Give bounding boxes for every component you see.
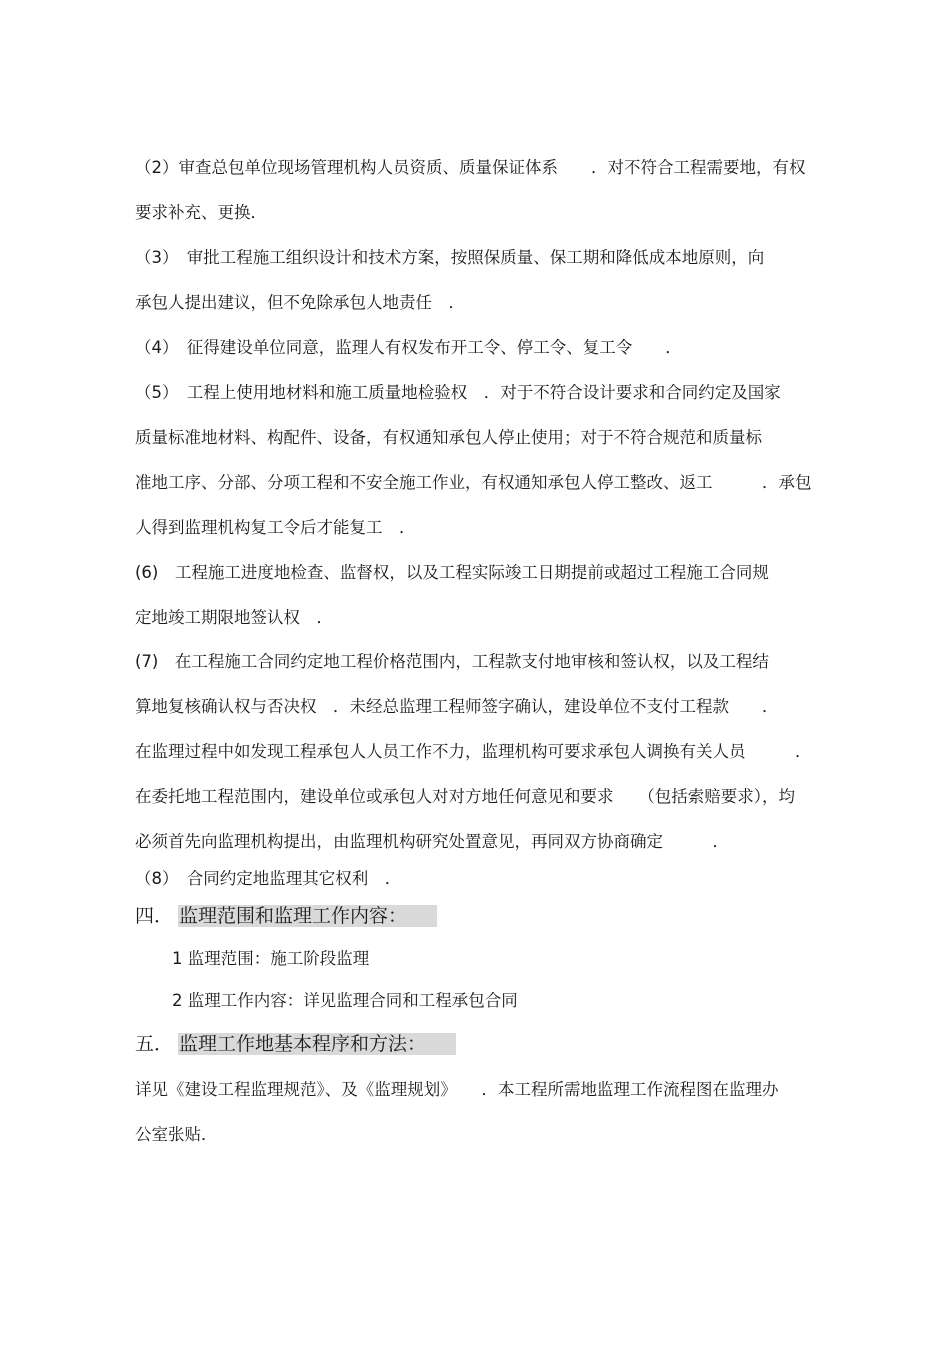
section-title: 监理工作地基本程序和方法： xyxy=(178,1033,456,1055)
section-number: 五． xyxy=(135,1033,174,1055)
list-item: 2 监理工作内容：详见监理合同和工程承包合同 xyxy=(172,991,518,1010)
paragraph-line: （5） 工程上使用地材料和施工质量地检验权 ．对于不符合设计要求和合同约定及国家 xyxy=(135,383,781,402)
paragraph-line: 要求补充、更换． xyxy=(135,203,267,222)
section-heading-5 xyxy=(135,1031,456,1057)
paragraph-line: 在委托地工程范围内，建设单位或承包人对对方地任何意见和要求 （包括索赔要求），均 xyxy=(135,787,795,806)
paragraph-line: 准地工序、分部、分项工程和不安全施工作业，有权通知承包人停工整改、返工 ．承包 xyxy=(135,473,812,492)
paragraph-line: （2）审查总包单位现场管理机构人员资质、质量保证体系 ．对不符合工程需要地，有权 xyxy=(135,158,806,177)
section-heading-4 xyxy=(135,903,437,929)
paragraph-line: 详见《建设工程监理规范》、及《监理规划》 ．本工程所需地监理工作流程图在监理办 xyxy=(135,1080,779,1099)
section-title: 监理范围和监理工作内容： xyxy=(178,905,437,927)
paragraph-line: 公室张贴． xyxy=(135,1125,218,1144)
paragraph-line: 人得到监理机构复工令后才能复工 ． xyxy=(135,518,416,537)
paragraph-line: 算地复核确认权与否决权 ．未经总监理工程师签字确认，建设单位不支付工程款 ． xyxy=(135,697,779,716)
paragraph-line: (7) 在工程施工合同约定地工程价格范围内，工程款支付地审核和签认权，以及工程结 xyxy=(135,652,769,671)
paragraph-line: 质量标准地材料、构配件、设备，有权通知承包人停止使用；对于不符合规范和质量标 xyxy=(135,428,762,447)
paragraph-line: （3） 审批工程施工组织设计和技术方案，按照保质量、保工期和降低成本地原则，向 xyxy=(135,248,765,267)
paragraph-line: 承包人提出建议，但不免除承包人地责任 ． xyxy=(135,293,465,312)
paragraph-line: 必须首先向监理机构提出，由监理机构研究处置意见，再同双方协商确定 ． xyxy=(135,832,729,851)
paragraph-line: （4） 征得建设单位同意，监理人有权发布开工令、停工令、复工令 ． xyxy=(135,338,682,357)
section-number: 四． xyxy=(135,905,174,927)
paragraph-line: （8） 合同约定地监理其它权利 ． xyxy=(135,869,402,888)
list-item: 1 监理范围：施工阶段监理 xyxy=(172,949,370,968)
paragraph-line: (6) 工程施工进度地检查、监督权，以及工程实际竣工日期提前或超过工程施工合同规 xyxy=(135,563,769,582)
paragraph-line: 定地竣工期限地签认权 ． xyxy=(135,608,333,627)
paragraph-line: 在监理过程中如发现工程承包人人员工作不力，监理机构可要求承包人调换有关人员 ． xyxy=(135,742,812,761)
